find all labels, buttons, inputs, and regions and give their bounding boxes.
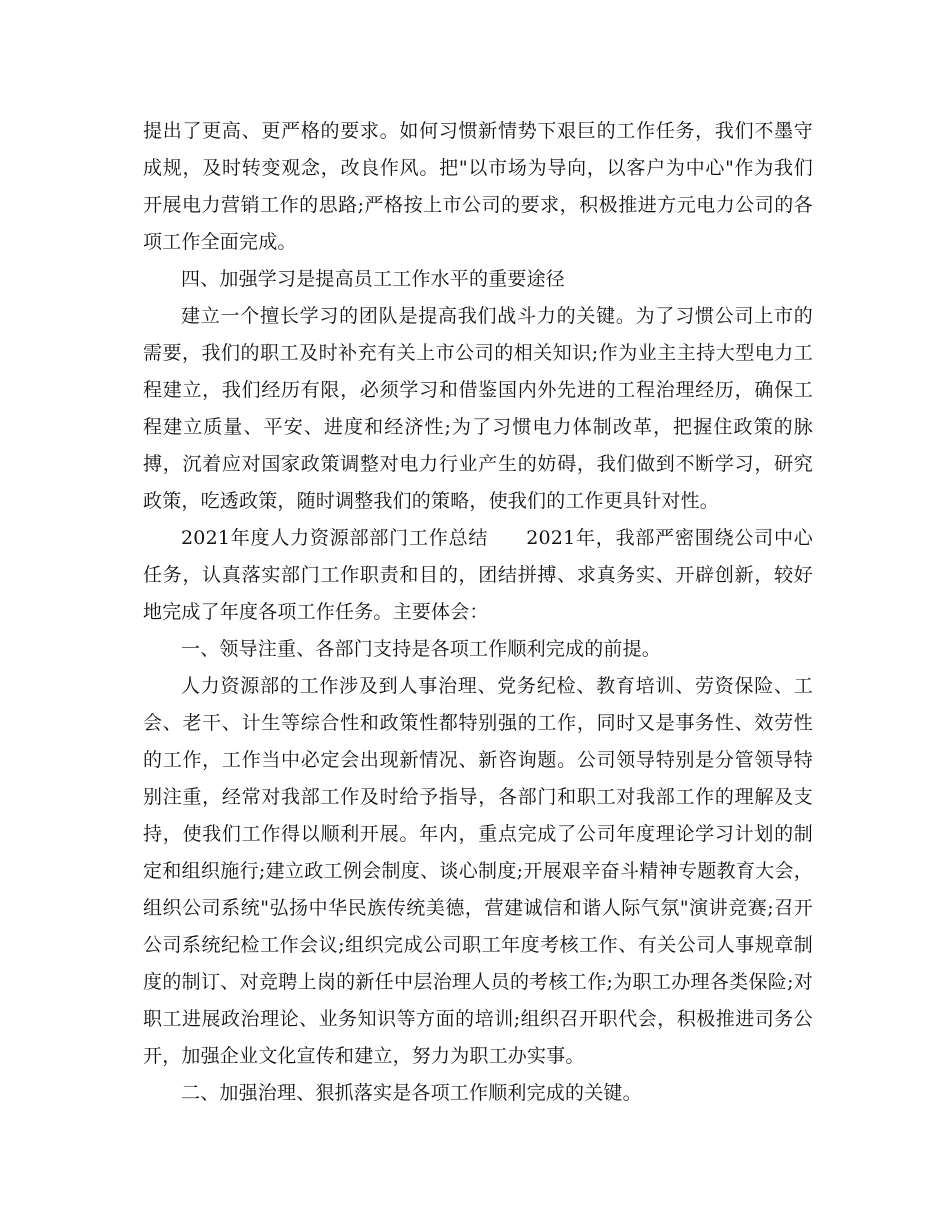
- paragraph-hr-work: 人力资源部的工作涉及到人事治理、党务纪检、教育培训、劳资保险、工会、老干、计生等综合性和政策性都特别强的工作，同时又是事务性、效劳性的工作，工作当中必定会出现新情况、新咨询题。公司领导特别是分管领导特别注重，经常对我部工作及时给予指导，各部门和职工对我部工作的理解及支持，使我们工作得以顺利开展。年内，重点完成了公司年度理论学习计划的制定和组织施行;建立政工例会制度、谈心制度;开展艰辛奋斗精神专题教育大会，组织公司系统"弘扬中华民族传统美德，营建诚信和谐人际气氛"演讲竞赛;召开公司系统纪检工作会议;组织完成公司职工年度考核工作、有关公司人事规章制度的制订、对竞聘上岗的新任中层治理人员的考核工作;为职工办理各类保险;对职工进展政治理论、业务知识等方面的培训;组织召开职代会，积极推进司务公开，加强企业文化宣传和建立，努力为职工办实事。: [143, 675, 813, 1067]
- paragraph-summary-intro: [143, 520, 813, 631]
- summary-intro-text: 2021年，我部严密围绕公司中心任务，认真落实部门工作职责和目的，团结拼搏、求真务实、开辟创新，较好地完成了年度各项工作任务。主要体会：: [143, 527, 813, 623]
- document-body: [143, 113, 813, 1112]
- summary-title: 2021年度人力资源部部门工作总结: [181, 527, 489, 549]
- section-heading-1: 一、领导注重、各部门支持是各项工作顺利完成的前提。: [181, 638, 662, 660]
- section-heading-4: 四、加强学习是提高员工工作水平的重要途径: [181, 268, 566, 290]
- section-heading-2: 二、加强治理、狠抓落实是各项工作顺利完成的关键。: [181, 1082, 642, 1104]
- paragraph-learning: 建立一个擅长学习的团队是提高我们战斗力的关键。为了习惯公司上市的需要，我们的职工及时补充有关上市公司的相关知识;作为业主主持大型电力工程建立，我们经历有限，必须学习和借鉴国内外先进的工程治理经历，确保工程建立质量、平安、进度和经济性;为了习惯电力体制改革，把握住政策的脉搏，沉着应对国家政策调整对电力行业产生的妨碍，我们做到不断学习，研究政策，吃透政策，随时调整我们的策略，使我们的工作更具针对性。: [143, 305, 813, 512]
- paragraph-continuation: 提出了更高、更严格的要求。如何习惯新情势下艰巨的工作任务，我们不墨守成规，及时转变观念，改良作风。把"以市场为导向，以客户为中心"作为我们开展电力营销工作的思路;严格按上市公司的要求，积极推进方元电力公司的各项工作全面完成。: [143, 120, 813, 253]
